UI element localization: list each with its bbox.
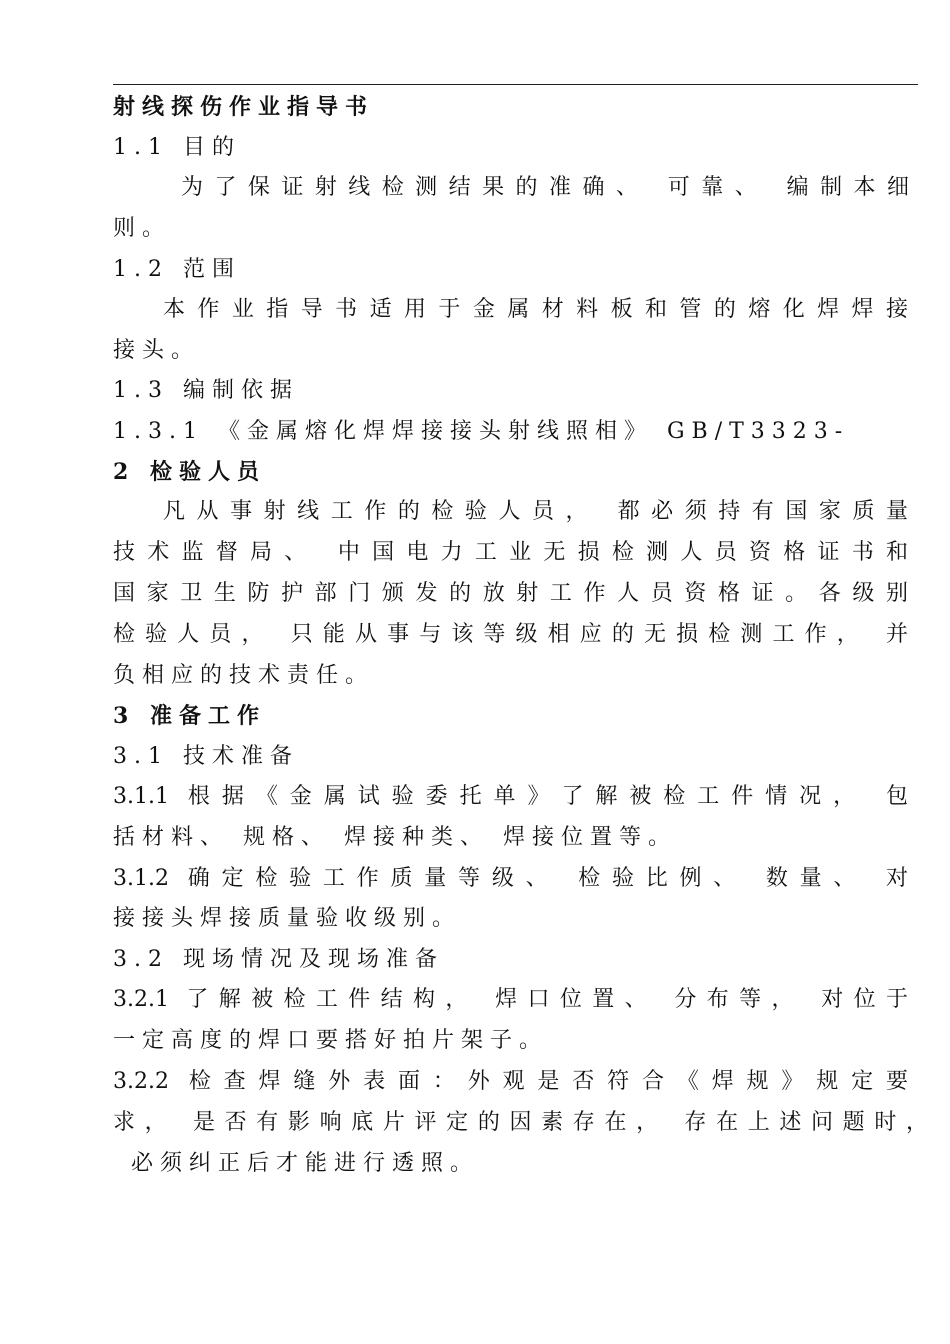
section-3-2-2-line-2: 求， 是否有影响底片评定的因素存在， 存在上述问题时， (113, 1110, 928, 1135)
header-rule (113, 84, 918, 85)
section-3-heading: 3 准备工作 (113, 703, 266, 729)
section-3-1-1-line-1: 3.1.1 根据《金属试验委托单》了解被检工件情况， 包 (113, 784, 908, 809)
scope-paragraph-line-1: 本作业指导书适用于金属材料板和管的熔化焊焊接 (163, 297, 908, 322)
section-3-2-2-line-3: 必须纠正后才能进行透照。 (131, 1151, 480, 1176)
section-1-1-heading: 1.1 目的 (113, 135, 241, 160)
section-1-2-heading: 1.2 范围 (113, 257, 241, 282)
section-3-2-1-line-2: 一定高度的焊口要搭好拍片架子。 (113, 1028, 549, 1053)
purpose-paragraph-line-2: 则。 (113, 216, 172, 241)
section-3-1-heading: 3.1 技术准备 (113, 744, 299, 769)
section-3-2-heading: 3.2 现场情况及现场准备 (113, 947, 444, 972)
personnel-paragraph-line-2: 技术监督局、 中国电力工业无损检测人员资格证书和 (113, 540, 908, 565)
section-2-heading: 2 检验人员 (113, 459, 266, 485)
section-1-3-1-reference: 1.3.1 《金属熔化焊焊接接头射线照相》 GB/T3323- (113, 419, 850, 444)
document-title: 射线探伤作业指导书 (113, 94, 375, 120)
section-1-3-heading: 1.3 编制依据 (113, 378, 299, 403)
personnel-paragraph-line-4: 检验人员， 只能从事与该等级相应的无损检测工作， 并 (113, 622, 908, 647)
section-3-1-2-line-2: 接接头焊接质量验收级别。 (113, 906, 462, 931)
section-3-1-2-line-1: 3.1.2 确定检验工作质量等级、 检验比例、 数量、 对 (113, 866, 908, 891)
scope-paragraph-line-2: 接头。 (113, 338, 201, 363)
section-3-1-1-line-2: 括材料、 规格、 焊接种类、 焊接位置等。 (113, 825, 677, 850)
purpose-paragraph-line-1: 为了保证射线检测结果的准确、 可靠、 编制本细 (181, 175, 909, 200)
section-3-2-1-line-1: 3.2.1 了解被检工件结构， 焊口位置、 分布等， 对位于 (113, 987, 908, 1012)
section-3-2-2-line-1: 3.2.2 检查焊缝外表面：外观是否符合《焊规》规定要 (113, 1069, 908, 1094)
personnel-paragraph-line-3: 国家卫生防护部门颁发的放射工作人员资格证。各级别 (113, 581, 908, 606)
personnel-paragraph-line-5: 负相应的技术责任。 (113, 663, 375, 688)
personnel-paragraph-line-1: 凡从事射线工作的检验人员， 都必须持有国家质量 (163, 499, 908, 524)
